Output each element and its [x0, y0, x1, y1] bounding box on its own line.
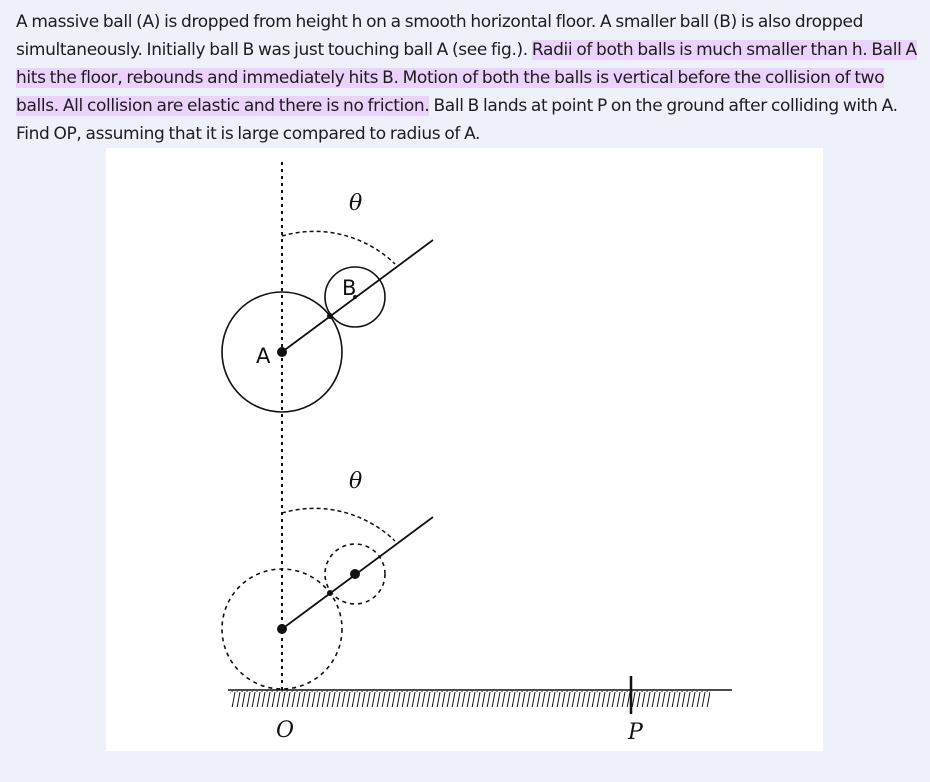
- bottom-configuration: [222, 469, 433, 689]
- contact-point-dot: [327, 313, 333, 319]
- label-o: O: [276, 718, 295, 743]
- angle-arc-bottom: [282, 508, 395, 541]
- question-text-start: A massive ball (A) is dropped from height h on a smooth horizontal floor. A smaller ball (B) is also dropped simultaneously. Initially ball B was just touching ball A (see fig.).: [16, 12, 864, 60]
- label-a: A: [256, 344, 271, 368]
- question-text-end: Ball B lands at point P on the ground after colliding with A. Find OP, assuming that it is large compared to radius of A.: [16, 96, 898, 144]
- label-b: B: [342, 276, 357, 300]
- highlighted-text: Radii of both balls is much smaller than h. Ball A hits the floor, rebounds and immediately hits B. Motion of both the balls is vertical before the collision of two balls. All collision are elastic and there is no friction.: [16, 40, 917, 116]
- ground: [228, 676, 732, 745]
- label-theta-bottom: θ: [349, 469, 363, 494]
- top-configuration: [222, 191, 433, 412]
- ball-a-center-dot: [277, 347, 287, 357]
- physics-figure: [106, 148, 823, 751]
- figure-diagram: [106, 148, 823, 751]
- floor-hatching: [230, 691, 710, 707]
- label-p: P: [628, 720, 643, 745]
- contact-point-dot-bottom: [327, 590, 333, 596]
- question-text: [16, 8, 921, 148]
- ball-a-center-dot-bottom: [277, 624, 287, 634]
- ball-b-center-dot-bottom: [350, 569, 360, 579]
- angle-arc: [282, 231, 395, 264]
- label-theta-top: θ: [349, 191, 363, 216]
